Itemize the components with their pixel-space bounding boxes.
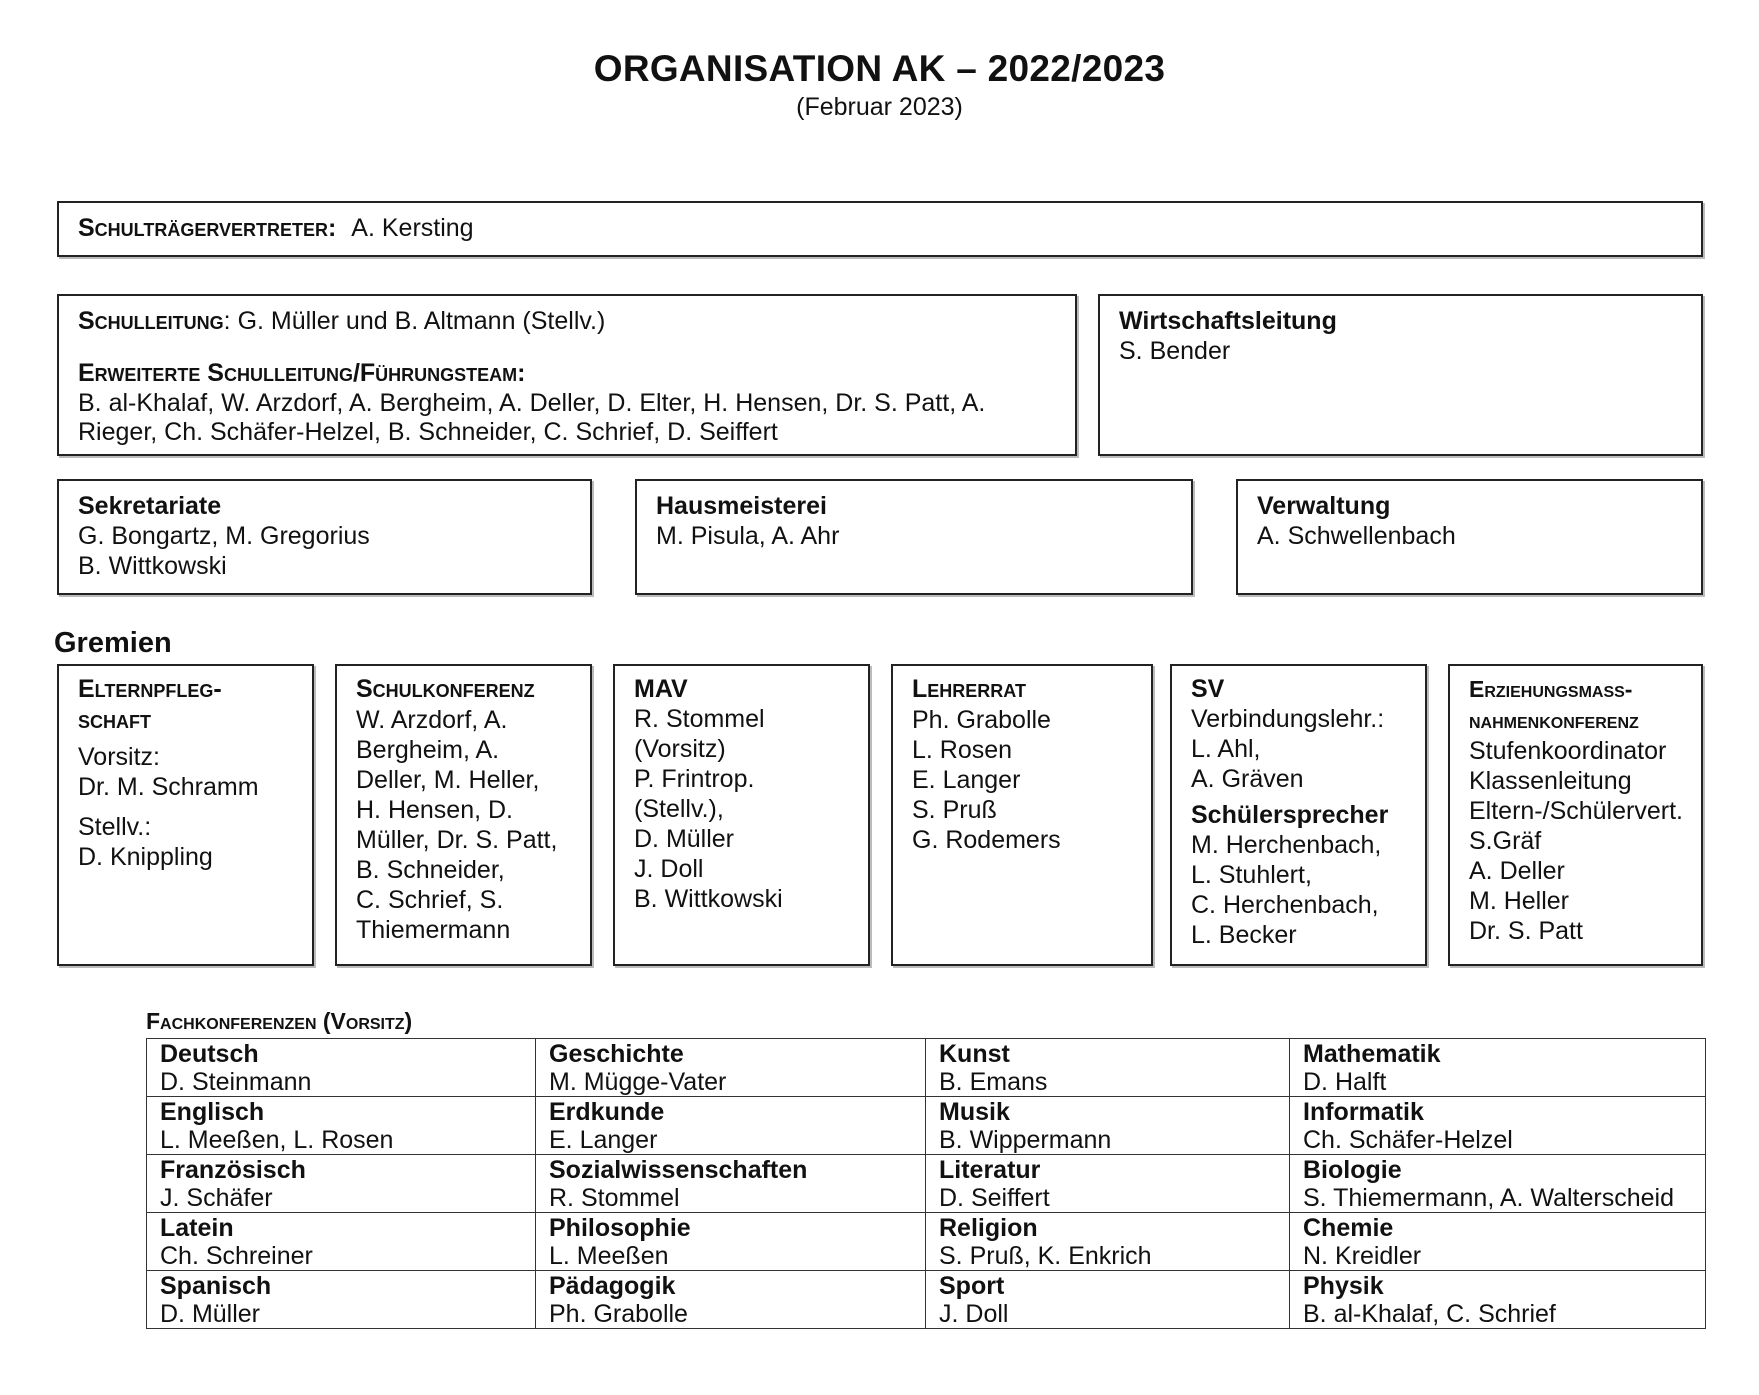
fach-vorsitz: D. Halft bbox=[1303, 1068, 1387, 1096]
erziehung-title-2: nahmenkonferenz bbox=[1469, 707, 1639, 733]
lehrerrat-member: E. Langer bbox=[912, 766, 1021, 794]
sekretariate-label: Sekretariate bbox=[78, 492, 222, 520]
fach-vorsitz: S. Pruß, K. Enkrich bbox=[939, 1242, 1152, 1270]
erziehung-line: A. Deller bbox=[1469, 857, 1565, 885]
erziehung-line: Dr. S. Patt bbox=[1469, 917, 1583, 945]
fach-cell bbox=[147, 1271, 536, 1329]
mav-member: D. Müller bbox=[634, 825, 735, 853]
fach-name: Philosophie bbox=[549, 1214, 691, 1242]
fach-cell bbox=[926, 1155, 1290, 1213]
schuelersprecher-member: L. Stuhlert, bbox=[1191, 861, 1312, 889]
fach-cell bbox=[926, 1271, 1290, 1329]
wirtschaftsleitung-value: S. Bender bbox=[1119, 337, 1231, 365]
fach-cell bbox=[1290, 1039, 1706, 1097]
table-row bbox=[147, 1155, 1706, 1213]
table-row bbox=[147, 1271, 1706, 1329]
mav-member: P. Frintrop. bbox=[634, 765, 755, 793]
fach-name: Spanisch bbox=[160, 1272, 272, 1300]
fach-name: Chemie bbox=[1303, 1214, 1394, 1242]
schuelersprecher-member: M. Herchenbach, bbox=[1191, 831, 1382, 859]
schuelersprecher-member: C. Herchenbach, bbox=[1191, 891, 1379, 919]
fach-vorsitz: D. Seiffert bbox=[939, 1184, 1050, 1212]
schulkonferenz-member: C. Schrief, S. bbox=[356, 886, 504, 914]
mav-member: (Stellv.), bbox=[634, 795, 724, 823]
fach-vorsitz: B. Emans bbox=[939, 1068, 1048, 1096]
mav-member: (Vorsitz) bbox=[634, 735, 726, 763]
mav-member: R. Stommel bbox=[634, 705, 765, 733]
fachkonferenzen-label: Fachkonferenzen (Vorsitz) bbox=[146, 1008, 413, 1034]
fach-name: Mathematik bbox=[1303, 1040, 1441, 1068]
schuelersprecher-title: Schülersprecher bbox=[1191, 801, 1389, 829]
fach-name: Geschichte bbox=[549, 1040, 684, 1068]
erziehung-line: Klassenleitung bbox=[1469, 767, 1632, 795]
fach-name: Latein bbox=[160, 1214, 234, 1242]
schulkonferenz-member: B. Schneider, bbox=[356, 856, 505, 884]
fach-cell bbox=[147, 1213, 536, 1271]
fach-vorsitz: D. Steinmann bbox=[160, 1068, 312, 1096]
schulkonferenz-member: H. Hensen, D. bbox=[356, 796, 514, 824]
fach-cell bbox=[536, 1155, 926, 1213]
sv-box bbox=[1170, 664, 1427, 966]
erweiterte-schulleitung-line1: B. al-Khalaf, W. Arzdorf, A. Bergheim, A. Deller, D. Elter, H. Hensen, Dr. S. Patt, A. bbox=[78, 389, 986, 417]
schulkonferenz-member: Deller, M. Heller, bbox=[356, 766, 540, 794]
fach-cell bbox=[147, 1097, 536, 1155]
lehrerrat-box bbox=[891, 664, 1153, 966]
fach-name: Erdkunde bbox=[549, 1098, 665, 1126]
fach-name: Religion bbox=[939, 1214, 1038, 1242]
erziehung-title-1: Erziehungsmaß- bbox=[1469, 676, 1633, 702]
erweiterte-schulleitung-line2: Rieger, Ch. Schäfer-Helzel, B. Schneider, C. Schrief, D. Seiffert bbox=[78, 418, 778, 446]
erziehung-line: M. Heller bbox=[1469, 887, 1570, 915]
fach-cell bbox=[1290, 1213, 1706, 1271]
fach-cell bbox=[536, 1213, 926, 1271]
lehrerrat-member: G. Rodemers bbox=[912, 826, 1061, 854]
fach-cell bbox=[926, 1097, 1290, 1155]
lehrerrat-member: S. Pruß bbox=[912, 796, 997, 824]
erziehung-line: S.Gräf bbox=[1469, 827, 1542, 855]
page-title: ORGANISATION AK – 2022/2023 bbox=[593, 48, 1166, 89]
table-row bbox=[147, 1039, 1706, 1097]
elternpflegschaft-stellv-label: Stellv.: bbox=[78, 813, 152, 841]
schulkonferenz-member: Thiemermann bbox=[356, 916, 511, 944]
sv-line: Verbindungslehr.: bbox=[1191, 705, 1385, 733]
fach-vorsitz: B. al-Khalaf, C. Schrief bbox=[1303, 1300, 1556, 1328]
fach-vorsitz: Ch. Schreiner bbox=[160, 1242, 313, 1270]
schulkonferenz-title: Schulkonferenz bbox=[356, 675, 535, 703]
fach-cell bbox=[926, 1213, 1290, 1271]
mav-member: B. Wittkowski bbox=[634, 885, 783, 913]
fach-name: Biologie bbox=[1303, 1156, 1402, 1184]
erziehung-line: Stufenkoordinator bbox=[1469, 737, 1667, 765]
schulleitung-box bbox=[57, 294, 1077, 456]
fach-vorsitz: Ph. Grabolle bbox=[549, 1300, 688, 1328]
fach-vorsitz: M. Mügge-Vater bbox=[549, 1068, 727, 1096]
schulkonferenz-box bbox=[335, 664, 592, 966]
fach-name: Französisch bbox=[160, 1156, 306, 1184]
erweiterte-schulleitung-label: Erweiterte Schulleitung/Führungsteam: bbox=[78, 359, 526, 387]
mav-box bbox=[613, 664, 870, 966]
sv-line: L. Ahl, bbox=[1191, 735, 1261, 763]
table-row bbox=[147, 1097, 1706, 1155]
fach-name: Musik bbox=[939, 1098, 1010, 1126]
verwaltung-label: Verwaltung bbox=[1257, 492, 1391, 520]
table-row bbox=[147, 1213, 1706, 1271]
schulleitung-label: Schulleitung bbox=[78, 307, 224, 335]
fach-vorsitz: B. Wippermann bbox=[939, 1126, 1112, 1154]
fach-vorsitz: E. Langer bbox=[549, 1126, 658, 1154]
fach-name: Kunst bbox=[939, 1040, 1010, 1068]
fach-vorsitz: R. Stommel bbox=[549, 1184, 680, 1212]
lehrerrat-member: Ph. Grabolle bbox=[912, 706, 1051, 734]
fach-name: Sport bbox=[939, 1272, 1005, 1300]
wirtschaftsleitung-box bbox=[1098, 294, 1703, 456]
fach-vorsitz: J. Doll bbox=[939, 1300, 1009, 1328]
fach-cell bbox=[926, 1039, 1290, 1097]
schuelersprecher-member: L. Becker bbox=[1191, 921, 1297, 949]
fach-cell bbox=[147, 1155, 536, 1213]
page-subtitle: (Februar 2023) bbox=[796, 93, 963, 121]
fach-name: Pädagogik bbox=[549, 1272, 676, 1300]
mav-member: J. Doll bbox=[634, 855, 704, 883]
elternpflegschaft-vorsitz-label: Vorsitz: bbox=[78, 743, 160, 771]
verwaltung-value: A. Schwellenbach bbox=[1257, 522, 1456, 550]
schultraeger-label: Schulträgervertreter: bbox=[78, 214, 337, 242]
sekretariate-box bbox=[57, 479, 592, 595]
erziehungsmassnahmenkonferenz-box bbox=[1448, 664, 1703, 966]
lehrerrat-title: Lehrerrat bbox=[912, 675, 1026, 703]
sekretariate-line2: B. Wittkowski bbox=[78, 552, 227, 580]
fach-cell bbox=[536, 1039, 926, 1097]
fach-vorsitz: Ch. Schäfer-Helzel bbox=[1303, 1126, 1513, 1154]
fach-cell bbox=[1290, 1097, 1706, 1155]
fach-name: Englisch bbox=[160, 1098, 265, 1126]
fach-vorsitz: D. Müller bbox=[160, 1300, 261, 1328]
fach-name: Deutsch bbox=[160, 1040, 259, 1068]
fachkonferenzen-table bbox=[146, 1038, 1706, 1329]
sekretariate-line1: G. Bongartz, M. Gregorius bbox=[78, 522, 370, 550]
fach-vorsitz: L. Meeßen bbox=[549, 1242, 669, 1270]
fach-name: Physik bbox=[1303, 1272, 1384, 1300]
schultraeger-box bbox=[57, 201, 1703, 257]
elternpflegschaft-title-1: Elternpfleg- bbox=[78, 675, 222, 703]
wirtschaftsleitung-label: Wirtschaftsleitung bbox=[1119, 307, 1337, 335]
sv-title: SV bbox=[1191, 675, 1225, 703]
schulkonferenz-member: Bergheim, A. bbox=[356, 736, 500, 764]
schulkonferenz-member: Müller, Dr. S. Patt, bbox=[356, 826, 558, 854]
fach-cell bbox=[536, 1097, 926, 1155]
fach-name: Informatik bbox=[1303, 1098, 1424, 1126]
fach-vorsitz: J. Schäfer bbox=[160, 1184, 273, 1212]
fach-cell bbox=[1290, 1271, 1706, 1329]
elternpflegschaft-vorsitz: Dr. M. Schramm bbox=[78, 773, 259, 801]
fach-cell bbox=[536, 1271, 926, 1329]
gremien-heading: Gremien bbox=[54, 627, 172, 659]
verwaltung-box bbox=[1236, 479, 1703, 595]
hausmeisterei-label: Hausmeisterei bbox=[656, 492, 827, 520]
elternpflegschaft-box bbox=[57, 664, 314, 966]
hausmeisterei-value: M. Pisula, A. Ahr bbox=[656, 522, 840, 550]
schulkonferenz-member: W. Arzdorf, A. bbox=[356, 706, 508, 734]
lehrerrat-member: L. Rosen bbox=[912, 736, 1013, 764]
erziehung-line: Eltern-/Schülervert. bbox=[1469, 797, 1683, 825]
fach-vorsitz: N. Kreidler bbox=[1303, 1242, 1422, 1270]
fach-vorsitz: L. Meeßen, L. Rosen bbox=[160, 1126, 394, 1154]
fach-name: Sozialwissenschaften bbox=[549, 1156, 808, 1184]
schultraeger-value: A. Kersting bbox=[351, 214, 474, 242]
mav-title: MAV bbox=[634, 675, 688, 703]
fach-vorsitz: S. Thiemermann, A. Walterscheid bbox=[1303, 1184, 1674, 1212]
schulleitung-value: : G. Müller und B. Altmann (Stellv.) bbox=[223, 307, 606, 335]
hausmeisterei-box bbox=[635, 479, 1193, 595]
fach-name: Literatur bbox=[939, 1156, 1041, 1184]
fach-cell bbox=[147, 1039, 536, 1097]
sv-line: A. Gräven bbox=[1191, 765, 1304, 793]
elternpflegschaft-stellv: D. Knippling bbox=[78, 843, 213, 871]
elternpflegschaft-title-2: schaft bbox=[78, 706, 151, 734]
fach-cell bbox=[1290, 1155, 1706, 1213]
